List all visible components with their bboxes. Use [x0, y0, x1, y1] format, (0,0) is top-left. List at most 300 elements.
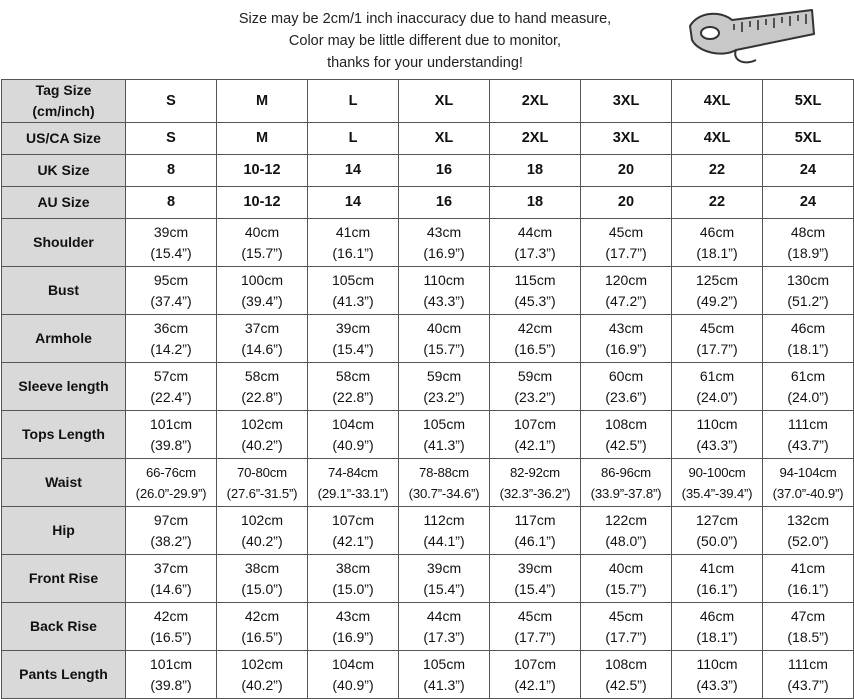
size-value-cell: S	[126, 123, 217, 155]
value-cm: 57cm	[153, 367, 189, 384]
value-cm: 104cm	[331, 415, 375, 432]
measurement-cell	[672, 603, 763, 651]
value-inch: (41.3”)	[423, 676, 465, 693]
measurement-cell	[763, 363, 854, 411]
measurement-cell	[308, 315, 399, 363]
row-label	[2, 123, 126, 155]
row-label	[2, 187, 126, 219]
value-inch: (15.7”)	[423, 340, 465, 357]
measurement-cell	[672, 507, 763, 555]
value-cm: 111cm	[788, 415, 828, 432]
measurement-cell	[672, 411, 763, 459]
measurement-row	[2, 651, 854, 699]
value-inch: (40.9”)	[332, 436, 374, 453]
measurement-cell	[399, 219, 490, 267]
value-inch: (46.1”)	[514, 532, 556, 549]
value-inch: (24.0”)	[787, 388, 829, 405]
measurement-cell	[217, 267, 308, 315]
measurement-row	[2, 507, 854, 555]
value-inch: (16.1”)	[332, 244, 374, 261]
size-value-cell: M	[217, 80, 308, 123]
value-cm: 47cm	[790, 607, 826, 624]
value-cm: 102cm	[240, 415, 284, 432]
measurement-cell	[490, 459, 581, 507]
measurement-cell	[581, 555, 672, 603]
value-cm: 90-100cm	[688, 464, 746, 480]
notice-banner	[0, 0, 854, 78]
value-inch: (15.0”)	[241, 580, 283, 597]
value-inch: (48.0”)	[605, 532, 647, 549]
value-cm: 82-92cm	[510, 464, 560, 480]
value-cm: 39cm	[153, 223, 189, 240]
size-value-cell: 18	[490, 155, 581, 187]
value-inch: (32.3”-36.2”)	[499, 485, 571, 501]
value-cm: 46cm	[790, 319, 826, 336]
measurement-row	[2, 363, 854, 411]
row-label	[2, 80, 126, 123]
value-cm: 117cm	[514, 511, 556, 528]
value-inch: (40.2”)	[241, 676, 283, 693]
measurement-cell	[763, 219, 854, 267]
value-cm: 102cm	[240, 511, 284, 528]
value-inch: (23.2”)	[423, 388, 465, 405]
value-inch: (17.7”)	[696, 340, 738, 357]
row-label-line: Tag Size	[35, 82, 92, 98]
value-cm: 61cm	[699, 367, 735, 384]
row-label-line: AU Size	[37, 194, 90, 210]
value-cm: 104cm	[331, 655, 375, 672]
value-inch: (17.3”)	[423, 628, 465, 645]
value-cm: 110cm	[423, 271, 465, 288]
value-cm: 39cm	[335, 319, 371, 336]
size-value-cell: 8	[126, 155, 217, 187]
value-inch: (16.9”)	[332, 628, 374, 645]
value-cm: 108cm	[604, 655, 648, 672]
measurement-cell	[581, 363, 672, 411]
value-inch: (15.0”)	[332, 580, 374, 597]
value-inch: (15.7”)	[605, 580, 647, 597]
value-inch: (41.3”)	[423, 436, 465, 453]
value-cm: 66-76cm	[146, 464, 196, 480]
value-inch: (17.7”)	[605, 628, 647, 645]
value-inch: (39.4”)	[241, 292, 283, 309]
value-cm: 45cm	[517, 607, 553, 624]
size-header-row	[2, 155, 854, 187]
value-cm: 94-104cm	[779, 464, 837, 480]
notice-line: Color may be little different due to monitor,	[288, 33, 562, 49]
value-cm: 58cm	[244, 367, 280, 384]
value-inch: (51.2”)	[787, 292, 829, 309]
size-value-cell: 2XL	[490, 123, 581, 155]
value-cm: 48cm	[790, 223, 826, 240]
measurement-cell	[672, 651, 763, 699]
measurement-cell	[126, 459, 217, 507]
measurement-cell	[217, 219, 308, 267]
measurement-cell	[763, 315, 854, 363]
size-value-cell: 20	[581, 187, 672, 219]
size-chart-table	[1, 79, 854, 699]
size-value-cell: 5XL	[763, 80, 854, 123]
value-inch: (43.3”)	[696, 676, 738, 693]
measurement-cell	[581, 267, 672, 315]
size-value-cell: 14	[308, 187, 399, 219]
value-inch: (15.4”)	[514, 580, 556, 597]
value-cm: 105cm	[331, 271, 375, 288]
size-value-cell: 10-12	[217, 187, 308, 219]
value-cm: 122cm	[604, 511, 648, 528]
measurement-cell	[763, 459, 854, 507]
value-cm: 110cm	[696, 415, 738, 432]
size-value-cell: 4XL	[672, 123, 763, 155]
measurement-cell	[490, 507, 581, 555]
value-inch: (22.8”)	[241, 388, 283, 405]
measurement-cell	[490, 267, 581, 315]
measurement-cell	[672, 555, 763, 603]
value-inch: (37.4”)	[150, 292, 192, 309]
measurement-cell	[217, 603, 308, 651]
notice-line: thanks for your understanding!	[327, 55, 523, 71]
value-inch: (30.7”-34.6”)	[408, 485, 480, 501]
value-cm: 100cm	[240, 271, 284, 288]
measurement-cell	[126, 603, 217, 651]
value-cm: 45cm	[699, 319, 735, 336]
measurement-cell	[672, 315, 763, 363]
measurement-cell	[217, 651, 308, 699]
value-cm: 46cm	[699, 223, 735, 240]
notice-line: Size may be 2cm/1 inch inaccuracy due to hand measure,	[238, 11, 612, 27]
size-value-cell: 4XL	[672, 80, 763, 123]
value-cm: 38cm	[335, 559, 371, 576]
size-value-cell: 20	[581, 155, 672, 187]
value-inch: (15.4”)	[332, 340, 374, 357]
value-cm: 41cm	[790, 559, 826, 576]
value-cm: 112cm	[423, 511, 465, 528]
value-inch: (39.8”)	[150, 436, 192, 453]
value-cm: 59cm	[426, 367, 462, 384]
measurement-row	[2, 603, 854, 651]
measurement-label: Waist	[2, 459, 126, 507]
value-inch: (43.7”)	[787, 676, 829, 693]
value-inch: (15.7”)	[241, 244, 283, 261]
value-inch: (16.1”)	[696, 580, 738, 597]
size-value-cell: XL	[399, 80, 490, 123]
measurement-cell	[399, 651, 490, 699]
measurement-cell	[126, 363, 217, 411]
value-inch: (42.1”)	[514, 436, 556, 453]
measurement-cell	[763, 507, 854, 555]
value-cm: 74-84cm	[328, 464, 378, 480]
size-value-cell: 18	[490, 187, 581, 219]
measurement-cell	[217, 459, 308, 507]
value-inch: (16.5”)	[150, 628, 192, 645]
measurement-row	[2, 219, 854, 267]
value-inch: (17.7”)	[514, 628, 556, 645]
measurement-label: Hip	[2, 507, 126, 555]
measurement-cell	[490, 363, 581, 411]
row-label-line: UK Size	[37, 162, 90, 178]
measurement-cell	[399, 555, 490, 603]
value-cm: 101cm	[149, 655, 193, 672]
value-inch: (17.3”)	[514, 244, 556, 261]
size-value-cell: L	[308, 80, 399, 123]
value-cm: 115cm	[514, 271, 556, 288]
row-label-line: US/CA Size	[26, 130, 101, 146]
value-inch: (44.1”)	[423, 532, 465, 549]
measurement-cell	[581, 459, 672, 507]
value-inch: (33.9”-37.8”)	[590, 485, 662, 501]
measurement-cell	[126, 507, 217, 555]
value-cm: 86-96cm	[601, 464, 651, 480]
notice-text	[205, 8, 645, 74]
measurement-cell	[490, 651, 581, 699]
measurement-cell	[126, 219, 217, 267]
value-inch: (40.2”)	[241, 532, 283, 549]
value-inch: (43.3”)	[696, 436, 738, 453]
value-inch: (41.3”)	[332, 292, 374, 309]
value-cm: 43cm	[335, 607, 371, 624]
measurement-cell	[126, 315, 217, 363]
measurement-cell	[763, 267, 854, 315]
value-inch: (16.1”)	[787, 580, 829, 597]
measurement-cell	[672, 459, 763, 507]
value-inch: (16.5”)	[241, 628, 283, 645]
value-cm: 95cm	[153, 271, 189, 288]
size-value-cell: 8	[126, 187, 217, 219]
value-cm: 43cm	[608, 319, 644, 336]
value-cm: 70-80cm	[237, 464, 287, 480]
measurement-cell	[308, 411, 399, 459]
measurement-row	[2, 411, 854, 459]
value-cm: 78-88cm	[419, 464, 469, 480]
value-inch: (35.4”-39.4”)	[681, 485, 753, 501]
measurement-row	[2, 555, 854, 603]
measurement-cell	[308, 363, 399, 411]
measurement-cell	[763, 411, 854, 459]
value-cm: 42cm	[153, 607, 189, 624]
value-cm: 44cm	[426, 607, 462, 624]
value-inch: (14.2”)	[150, 340, 192, 357]
value-cm: 39cm	[517, 559, 553, 576]
value-inch: (43.3”)	[423, 292, 465, 309]
value-cm: 110cm	[696, 655, 738, 672]
size-value-cell: 16	[399, 187, 490, 219]
measurement-label: Bust	[2, 267, 126, 315]
value-inch: (39.8”)	[150, 676, 192, 693]
value-inch: (16.9”)	[605, 340, 647, 357]
measurement-label: Tops Length	[2, 411, 126, 459]
value-inch: (37.0”-40.9”)	[772, 485, 844, 501]
measurement-cell	[217, 363, 308, 411]
value-cm: 43cm	[426, 223, 462, 240]
measurement-label: Shoulder	[2, 219, 126, 267]
measurement-cell	[763, 555, 854, 603]
size-value-cell: 16	[399, 155, 490, 187]
size-value-cell: M	[217, 123, 308, 155]
value-inch: (42.1”)	[332, 532, 374, 549]
size-value-cell: 22	[672, 155, 763, 187]
measurement-cell	[581, 219, 672, 267]
value-cm: 97cm	[153, 511, 189, 528]
value-inch: (18.1”)	[696, 244, 738, 261]
value-inch: (27.6”-31.5”)	[226, 485, 298, 501]
measurement-label: Armhole	[2, 315, 126, 363]
measurement-cell	[399, 411, 490, 459]
row-label	[2, 155, 126, 187]
value-cm: 45cm	[608, 223, 644, 240]
measurement-label: Back Rise	[2, 603, 126, 651]
measurement-cell	[490, 411, 581, 459]
value-inch: (43.7”)	[787, 436, 829, 453]
size-value-cell: 2XL	[490, 80, 581, 123]
value-cm: 60cm	[608, 367, 644, 384]
value-inch: (45.3”)	[514, 292, 556, 309]
measurement-row	[2, 315, 854, 363]
measurement-cell	[217, 315, 308, 363]
value-inch: (40.2”)	[241, 436, 283, 453]
value-cm: 41cm	[335, 223, 371, 240]
measurement-cell	[217, 507, 308, 555]
measurement-cell	[126, 411, 217, 459]
measurement-cell	[399, 363, 490, 411]
value-inch: (26.0”-29.9”)	[135, 485, 207, 501]
measurement-label: Pants Length	[2, 651, 126, 699]
value-inch: (18.5”)	[787, 628, 829, 645]
value-inch: (40.9”)	[332, 676, 374, 693]
measurement-cell	[308, 219, 399, 267]
value-cm: 61cm	[790, 367, 826, 384]
value-inch: (42.5”)	[605, 436, 647, 453]
measurement-cell	[217, 411, 308, 459]
measurement-cell	[490, 603, 581, 651]
value-cm: 59cm	[517, 367, 553, 384]
size-value-cell: 3XL	[581, 80, 672, 123]
value-cm: 107cm	[513, 415, 557, 432]
value-cm: 44cm	[517, 223, 553, 240]
value-cm: 132cm	[786, 511, 830, 528]
value-cm: 38cm	[244, 559, 280, 576]
measurement-cell	[308, 459, 399, 507]
size-value-cell: 22	[672, 187, 763, 219]
measurement-cell	[399, 459, 490, 507]
row-label-line: (cm/inch)	[32, 103, 95, 119]
value-inch: (42.1”)	[514, 676, 556, 693]
value-inch: (18.1”)	[696, 628, 738, 645]
value-inch: (29.1”-33.1”)	[317, 485, 389, 501]
value-inch: (50.0”)	[696, 532, 738, 549]
value-inch: (16.5”)	[514, 340, 556, 357]
size-header-row	[2, 80, 854, 123]
value-cm: 130cm	[786, 271, 830, 288]
size-value-cell: XL	[399, 123, 490, 155]
value-cm: 108cm	[604, 415, 648, 432]
measurement-row	[2, 267, 854, 315]
value-cm: 40cm	[608, 559, 644, 576]
measurement-cell	[581, 411, 672, 459]
size-value-cell: 5XL	[763, 123, 854, 155]
value-cm: 120cm	[604, 271, 648, 288]
value-inch: (42.5”)	[605, 676, 647, 693]
value-inch: (16.9”)	[423, 244, 465, 261]
measurement-cell	[490, 315, 581, 363]
measurement-cell	[308, 651, 399, 699]
value-cm: 39cm	[426, 559, 462, 576]
value-inch: (24.0”)	[696, 388, 738, 405]
value-cm: 125cm	[695, 271, 739, 288]
value-cm: 45cm	[608, 607, 644, 624]
measurement-cell	[763, 651, 854, 699]
measurement-cell	[490, 555, 581, 603]
value-inch: (52.0”)	[787, 532, 829, 549]
measurement-cell	[581, 315, 672, 363]
size-value-cell: S	[126, 80, 217, 123]
size-value-cell: 24	[763, 187, 854, 219]
value-inch: (18.1”)	[787, 340, 829, 357]
value-inch: (22.8”)	[332, 388, 374, 405]
measurement-cell	[672, 219, 763, 267]
value-cm: 42cm	[244, 607, 280, 624]
measurement-cell	[308, 555, 399, 603]
measurement-cell	[308, 507, 399, 555]
measurement-cell	[399, 507, 490, 555]
value-cm: 58cm	[335, 367, 371, 384]
measurement-cell	[308, 603, 399, 651]
measurement-cell	[581, 651, 672, 699]
measurement-cell	[308, 267, 399, 315]
value-inch: (14.6”)	[241, 340, 283, 357]
size-header-row	[2, 123, 854, 155]
value-inch: (22.4”)	[150, 388, 192, 405]
measurement-label: Sleeve length	[2, 363, 126, 411]
value-cm: 37cm	[244, 319, 280, 336]
value-inch: (17.7”)	[605, 244, 647, 261]
value-cm: 107cm	[331, 511, 375, 528]
value-cm: 46cm	[699, 607, 735, 624]
value-cm: 127cm	[695, 511, 739, 528]
value-inch: (15.4”)	[150, 244, 192, 261]
size-value-cell: 24	[763, 155, 854, 187]
value-inch: (47.2”)	[605, 292, 647, 309]
value-cm: 107cm	[513, 655, 557, 672]
size-value-cell: 3XL	[581, 123, 672, 155]
value-cm: 101cm	[149, 415, 193, 432]
value-cm: 36cm	[153, 319, 189, 336]
value-inch: (38.2”)	[150, 532, 192, 549]
size-value-cell: L	[308, 123, 399, 155]
value-cm: 40cm	[244, 223, 280, 240]
value-cm: 37cm	[153, 559, 189, 576]
value-inch: (23.2”)	[514, 388, 556, 405]
value-cm: 41cm	[699, 559, 735, 576]
measurement-cell	[217, 555, 308, 603]
value-cm: 105cm	[422, 415, 466, 432]
measurement-cell	[581, 603, 672, 651]
measurement-cell	[763, 603, 854, 651]
value-inch: (23.6”)	[605, 388, 647, 405]
measurement-cell	[126, 555, 217, 603]
value-cm: 42cm	[517, 319, 553, 336]
measurement-cell	[399, 603, 490, 651]
value-inch: (18.9”)	[787, 244, 829, 261]
measurement-cell	[490, 219, 581, 267]
value-inch: (14.6”)	[150, 580, 192, 597]
size-value-cell: 14	[308, 155, 399, 187]
value-cm: 111cm	[788, 655, 828, 672]
measurement-cell	[672, 267, 763, 315]
size-header-row	[2, 187, 854, 219]
value-cm: 102cm	[240, 655, 284, 672]
measurement-cell	[581, 507, 672, 555]
measurement-cell	[399, 315, 490, 363]
